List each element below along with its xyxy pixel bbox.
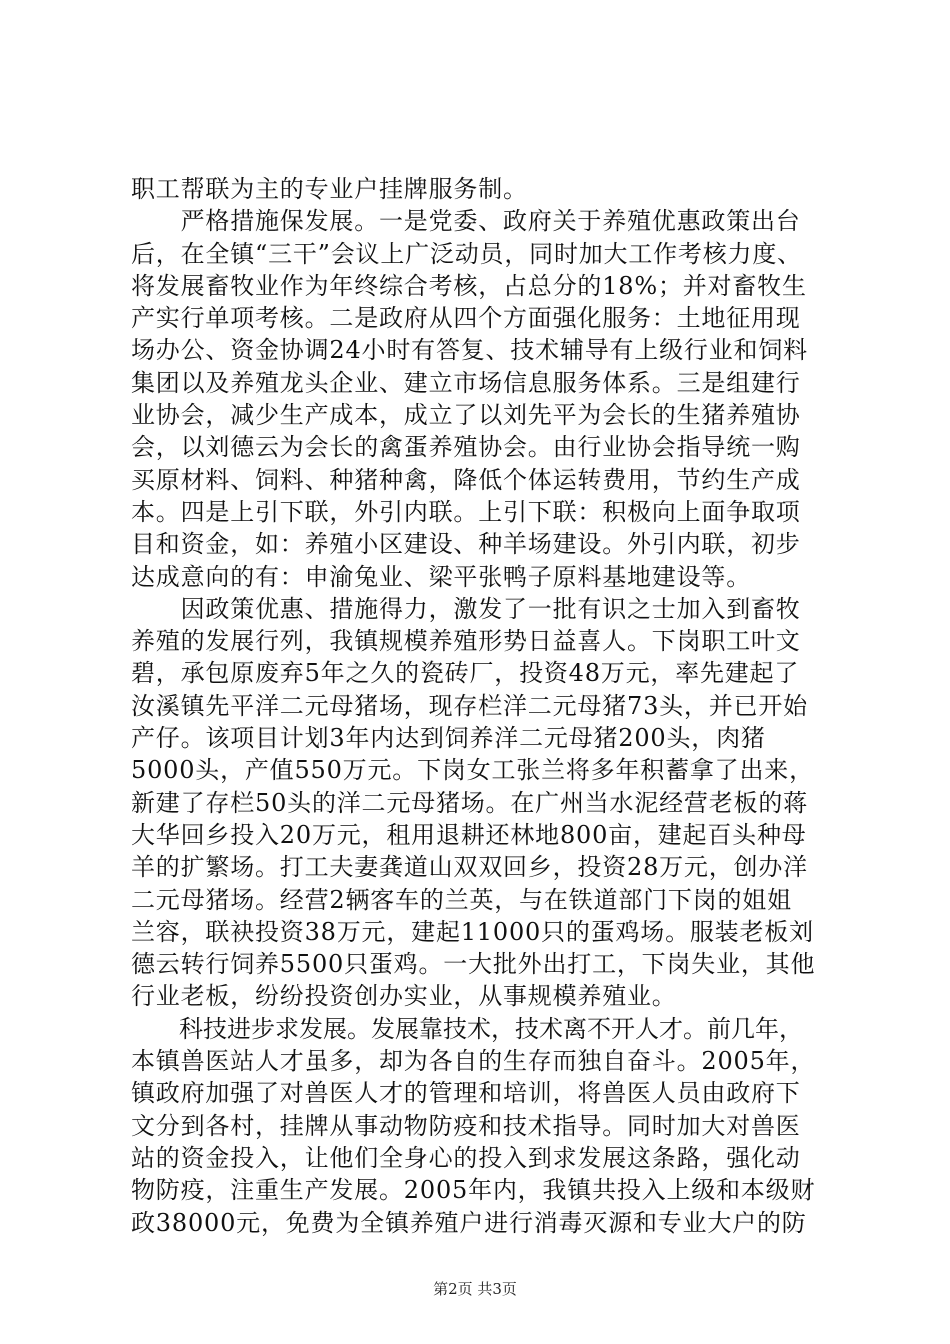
text-line: 政38000元，免费为全镇养殖户进行消毒灭源和专业大户的防 — [131, 1208, 807, 1237]
text-line: 文分到各村，挂牌从事动物防疫和技术指导。同时加大对兽医 — [131, 1111, 801, 1140]
text-line: 会，以刘德云为会长的禽蛋养殖协会。由行业协会指导统一购 — [131, 433, 801, 462]
text-line: 本。四是上引下联，外引内联。上引下联：积极向上面争取项 — [131, 497, 801, 526]
text-line: 羊的扩繁场。打工夫妻龚道山双双回乡，投资28万元，创办洋 — [131, 853, 808, 882]
text-line: 5000头，产值550万元。下岗女工张兰将多年积蓄拿了出来， — [131, 756, 814, 785]
text-line: 德云转行饲养5500只蛋鸡。一大批外出打工，下岗失业，其他 — [131, 950, 816, 979]
text-line: 目和资金，如：养殖小区建设、种羊场建设。外引内联，初步 — [131, 530, 801, 559]
text-line: 场办公、资金协调24小时有答复、技术辅导有上级行业和饲料 — [131, 336, 808, 365]
text-line: 产仔。该项目计划3年内达到饲养洋二元母猪200头，肉猪 — [131, 724, 766, 753]
text-line: 本镇兽医站人才虽多，却为各自的生存而独自奋斗。2005年， — [131, 1047, 816, 1076]
text-line: 站的资金投入，让他们全身心的投入到求发展这条路，强化动 — [131, 1143, 801, 1172]
text-line: 职工帮联为主的专业户挂牌服务制。 — [131, 175, 528, 203]
text-line: 后，在全镇“三干”会议上广泛动员，同时加大工作考核力度、 — [131, 239, 802, 268]
text-line: 兰容，联袂投资38万元，建起11000只的蛋鸡场。服装老板刘 — [131, 917, 814, 946]
page-footer: 第2页 共3页 — [433, 1280, 517, 1298]
text-line: 科技进步求发展。发展靠技术，技术离不开人才。前几年， — [131, 1014, 803, 1043]
text-line: 买原材料、饲料、种猪种禽，降低个体运转费用，节约生产成 — [131, 465, 801, 494]
text-line: 因政策优惠、措施得力，激发了一批有识之士加入到畜牧 — [131, 594, 801, 623]
text-line: 养殖的发展行列，我镇规模养殖形势日益喜人。下岗职工叶文 — [131, 627, 801, 656]
text-line: 新建了存栏50头的洋二元母猪场。在广州当水泥经营老板的蒋 — [131, 788, 808, 817]
text-line: 将发展畜牧业作为年终综合考核，占总分的18%；并对畜牧生 — [131, 271, 807, 300]
text-line: 严格措施保发展。一是党委、政府关于养殖优惠政策出台 — [131, 207, 801, 236]
text-line: 二元母猪场。经营2辆客车的兰英，与在铁道部门下岗的姐姐 — [131, 885, 792, 914]
text-line: 业协会，减少生产成本，成立了以刘先平为会长的生猪养殖协 — [131, 401, 801, 430]
text-line: 碧，承包原废弃5年之久的瓷砖厂，投资48万元，率先建起了 — [131, 659, 800, 688]
text-line: 产实行单项考核。二是政府从四个方面强化服务：土地征用现 — [131, 304, 801, 333]
text-line: 集团以及养殖龙头企业、建立市场信息服务体系。三是组建行 — [131, 368, 801, 397]
body-text — [131, 173, 821, 1239]
text-line: 物防疫，注重生产发展。2005年内，我镇共投入上级和本级财 — [131, 1176, 816, 1205]
text-line: 行业老板，纷纷投资创办实业，从事规模养殖业。 — [131, 982, 677, 1011]
text-line: 大华回乡投入20万元，租用退耕还林地800亩，建起百头种母 — [131, 820, 807, 849]
text-line: 达成意向的有：申渝兔业、梁平张鸭子原料基地建设等。 — [131, 562, 751, 591]
text-line: 汝溪镇先平洋二元母猪场，现存栏洋二元母猪73头，并已开始 — [131, 691, 808, 720]
text-line: 镇政府加强了对兽医人才的管理和培训，将兽医人员由政府下 — [131, 1079, 801, 1108]
